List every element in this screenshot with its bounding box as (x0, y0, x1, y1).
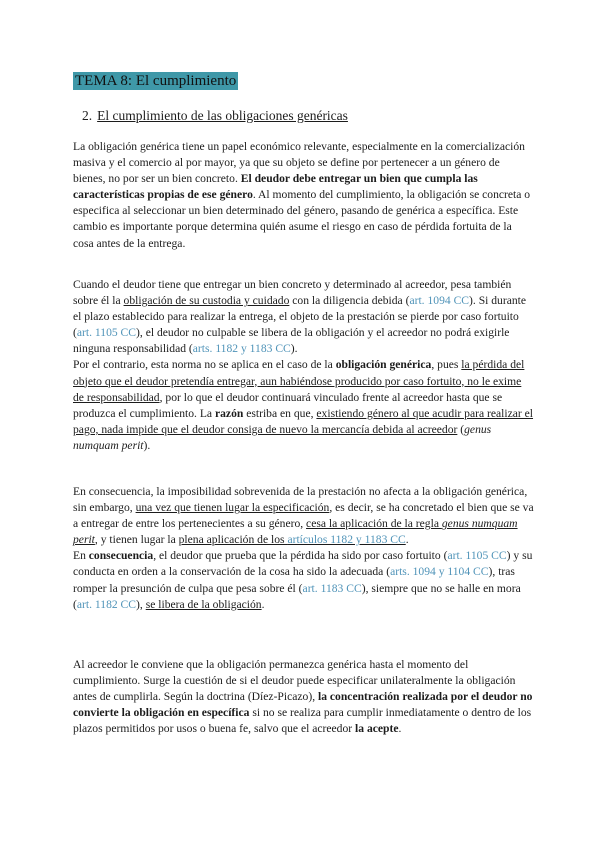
text-span: ). Si durante el plazo establecido para realizar la entrega, el objeto de la prestación se pierde por caso fortuito ( (73, 294, 527, 340)
law-reference: art. 1183 CC (302, 581, 362, 595)
text-span: La obligación genérica tiene un papel económico relevante, especialmente en la comercialización masiva y el comercio al por mayor, ya que su objeto se define por pertenecer a un género de bienes, no por ser un bien concreto. (73, 140, 525, 186)
paragraph-creditor-interest (73, 657, 535, 737)
underlined-text: existiendo género al que acudir para realizar el pago, nada impide que el deudor consiga de nuevo la mercancía debida al acreedor (73, 406, 534, 436)
section-heading (82, 108, 348, 124)
underlined-text: se libera de la obligación (145, 597, 262, 611)
text-span: . (398, 722, 402, 736)
law-reference: artículos 1182 y 1183 CC (287, 533, 406, 547)
text-span: ) y su conducta en orden a la conservación de la cosa ha sido la adecuada ( (73, 549, 533, 579)
text-span: ), tras romper la presunción de culpa que pesa sobre él ( (73, 565, 515, 595)
text-span: , por lo que el deudor continuará vinculado frente al acreedor hasta que se produzca el cumplimiento. La (73, 390, 503, 420)
text-span: con la diligencia debida ( (289, 294, 410, 308)
italic-text: genus numquam perit (73, 517, 518, 547)
text-span: plena aplicación de los (178, 533, 288, 547)
text-span: , pues (431, 358, 462, 372)
law-reference: arts. 1182 y 1183 CC (192, 342, 291, 356)
section-number: 2. (82, 108, 93, 123)
text-span: ), (136, 597, 146, 611)
underlined-text: una vez que tienen lugar la especificación (135, 501, 330, 515)
paragraph-consequence (73, 484, 535, 613)
text-span: cesa la aplicación de la regla (306, 517, 442, 531)
text-span: . Al momento del cumplimiento, la obligación se concreta o especifica al seleccionar un bien determinado del género, pasando de genérica a específica. Este cambio es importante porque determina quién asume el riesgo en caso de pérdida fortuita de la cosa antes de la entrega. (73, 188, 531, 250)
text-span: estriba en que, (243, 406, 317, 420)
text-span: , y tienen lugar la (94, 533, 179, 547)
text-span: ), el deudor no culpable se libera de la obligación y el acreedor no podrá exigirle ninguna responsabilidad ( (73, 326, 510, 356)
text-span: Cuando el deudor tiene que entregar un bien concreto y determinado al acreedor, pesa también sobre él la (73, 278, 512, 308)
paragraph-custody-duty (73, 277, 535, 454)
law-reference: arts. 1094 y 1104 CC (390, 565, 489, 579)
text-span: si no se realiza para cumplir inmediatamente o dentro de los plazos permitidos por usos o buena fe, salvo que el acreedor (73, 706, 532, 736)
text-span: , es decir, se ha concretado el bien que se va a entregar de entre los pertenecientes a su género, (73, 501, 534, 531)
text-span: Por el contrario, esta norma no se aplica en el caso de la (73, 358, 336, 372)
underlined-text: obligación de su custodia y cuidado (123, 294, 290, 308)
text-span: . (405, 533, 409, 547)
page-title: TEMA 8: El cumplimiento (75, 73, 237, 89)
text-span: ), siempre que no se halle en mora ( (73, 581, 521, 611)
law-reference: art. 1105 CC (447, 549, 507, 563)
text-span: , el deudor que prueba que la pérdida ha sido por caso fortuito ( (153, 549, 448, 563)
text-span: Al acreedor le conviene que la obligación permanezca genérica hasta el momento del cumplimiento. Surge la cuestión de si el deudor puede especificar unilateralmente la obligación antes de cumplirla. Según la doctrina (Díez-Picazo), (73, 658, 516, 704)
paragraph-generic-obligation (73, 139, 535, 252)
bold-text: El deudor debe entregar un bien que cumpla las características propias de ese género (73, 172, 478, 202)
text-span: ( (457, 422, 465, 436)
text-span: ). (290, 342, 298, 356)
text-span: En (73, 549, 89, 563)
text-span: En consecuencia, la imposibilidad sobrevenida de la prestación no afecta a la obligación genérica, sin embargo, (73, 485, 528, 515)
bold-text: la acepte (355, 722, 399, 736)
section-title: El cumplimiento de las obligaciones genéricas (97, 108, 348, 123)
bold-text: consecuencia (88, 549, 154, 563)
underlined-text: la pérdida del objeto que el deudor pretendía entregar, aun habiéndose producido por caso fortuito, no le exime de responsabilidad (73, 358, 525, 404)
law-reference: art. 1182 CC (76, 597, 137, 611)
underlined-text (179, 533, 406, 546)
law-reference: art. 1094 CC (409, 294, 470, 308)
italic-text: genus numquam perit (73, 422, 492, 452)
bold-text: la concentración realizada por el deudor no convierte la obligación en específica (73, 690, 533, 720)
text-span: ). (143, 438, 151, 452)
bold-text: obligación genérica (335, 358, 432, 372)
bold-text: razón (214, 406, 244, 420)
law-reference: art. 1105 CC (76, 326, 137, 340)
text-span: . (261, 597, 265, 611)
